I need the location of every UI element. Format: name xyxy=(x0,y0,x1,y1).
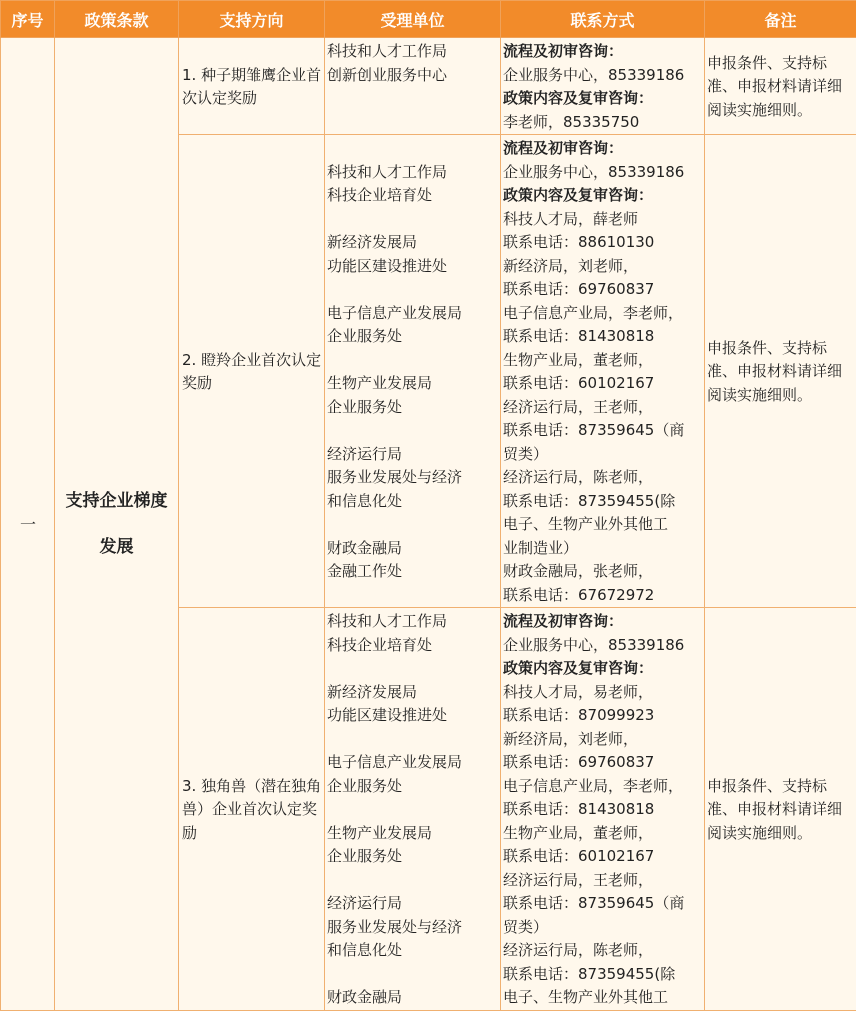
unit-line: 服务业发展处与经济 xyxy=(327,466,499,490)
unit-line xyxy=(327,513,499,537)
contact-line: 经济运行局，王老师， xyxy=(503,869,703,893)
unit-line: 电子信息产业发展局 xyxy=(327,302,499,326)
unit-line: 新经济发展局 xyxy=(327,681,499,705)
direction-cell: 1. 种子期雏鹰企业首次认定奖励 xyxy=(179,38,325,135)
unit-line: 科技和人才工作局 xyxy=(327,610,499,634)
unit-line: 科技和人才工作局 xyxy=(327,40,499,64)
contact-line: 电子、生物产业外其他工 xyxy=(503,986,703,1010)
unit-line xyxy=(327,349,499,373)
contact-heading: 流程及初审咨询： xyxy=(503,40,703,64)
unit-cell xyxy=(325,38,501,135)
contact-line: 电子信息产业局，李老师， xyxy=(503,302,703,326)
unit-line: 财政金融局 xyxy=(327,537,499,561)
contact-line: 财政金融局，张老师， xyxy=(503,560,703,584)
contact-line: 科技人才局，易老师， xyxy=(503,681,703,705)
unit-cell xyxy=(325,608,501,1011)
contact-line: 联系电话：81430818 xyxy=(503,798,703,822)
contact-line: 企业服务中心，85339186 xyxy=(503,161,703,185)
contact-line: 经济运行局，陈老师， xyxy=(503,466,703,490)
unit-line: 经济运行局 xyxy=(327,892,499,916)
contact-line: 电子信息产业局，李老师， xyxy=(503,775,703,799)
unit-line xyxy=(327,278,499,302)
header-unit: 受理单位 xyxy=(325,1,501,38)
unit-line xyxy=(327,208,499,232)
unit-line: 企业服务处 xyxy=(327,396,499,420)
unit-line: 和信息化处 xyxy=(327,490,499,514)
unit-cell xyxy=(325,135,501,608)
contact-line: 联系电话：88610130 xyxy=(503,231,703,255)
direction-cell: 3. 独角兽（潜在独角兽）企业首次认定奖励 xyxy=(179,608,325,1011)
unit-line: 财政金融局 xyxy=(327,986,499,1010)
header-contact: 联系方式 xyxy=(501,1,705,38)
contact-line: 科技人才局，薛老师 xyxy=(503,208,703,232)
seq-cell: 一 xyxy=(1,38,55,1011)
contact-line: 联系电话：69760837 xyxy=(503,751,703,775)
unit-line: 创新创业服务中心 xyxy=(327,64,499,88)
note-cell: 申报条件、支持标准、申报材料请详细阅读实施细则。 xyxy=(705,608,856,1011)
unit-line: 金融工作处 xyxy=(327,560,499,584)
note-cell: 申报条件、支持标准、申报材料请详细阅读实施细则。 xyxy=(705,38,856,135)
unit-line xyxy=(327,728,499,752)
contact-line: 联系电话：69760837 xyxy=(503,278,703,302)
contact-line: 新经济局，刘老师， xyxy=(503,255,703,279)
header-policy: 政策条款 xyxy=(55,1,179,38)
contact-heading: 政策内容及复审咨询： xyxy=(503,657,703,681)
contact-line: 新经济局，刘老师， xyxy=(503,728,703,752)
unit-line: 功能区建设推进处 xyxy=(327,255,499,279)
header-row xyxy=(1,1,856,38)
contact-line: 经济运行局，王老师， xyxy=(503,396,703,420)
unit-line: 服务业发展处与经济 xyxy=(327,916,499,940)
contact-line: 生物产业局，董老师， xyxy=(503,822,703,846)
unit-line: 电子信息产业发展局 xyxy=(327,751,499,775)
header-note: 备注 xyxy=(705,1,856,38)
unit-line: 生物产业发展局 xyxy=(327,822,499,846)
unit-line xyxy=(327,419,499,443)
contact-cell xyxy=(501,38,705,135)
contact-line: 贸类） xyxy=(503,916,703,940)
unit-line: 和信息化处 xyxy=(327,939,499,963)
contact-line: 联系电话：60102167 xyxy=(503,372,703,396)
contact-line: 企业服务中心，85339186 xyxy=(503,634,703,658)
contact-heading: 流程及初审咨询： xyxy=(503,610,703,634)
unit-line: 科技企业培育处 xyxy=(327,184,499,208)
unit-line: 科技和人才工作局 xyxy=(327,161,499,185)
contact-line: 经济运行局，陈老师， xyxy=(503,939,703,963)
unit-line: 企业服务处 xyxy=(327,775,499,799)
contact-heading: 政策内容及复审咨询： xyxy=(503,184,703,208)
header-seq: 序号 xyxy=(1,1,55,38)
contact-cell xyxy=(501,135,705,608)
contact-line: 联系电话：81430818 xyxy=(503,325,703,349)
contact-line: 联系电话：87099923 xyxy=(503,704,703,728)
contact-line: 联系电话：87359645（商 xyxy=(503,419,703,443)
header-direction: 支持方向 xyxy=(179,1,325,38)
contact-line: 李老师，85335750 xyxy=(503,111,703,135)
contact-line: 业制造业） xyxy=(503,537,703,561)
unit-line: 功能区建设推进处 xyxy=(327,704,499,728)
unit-line: 新经济发展局 xyxy=(327,231,499,255)
unit-line: 企业服务处 xyxy=(327,325,499,349)
unit-line: 经济运行局 xyxy=(327,443,499,467)
unit-line xyxy=(327,798,499,822)
contact-heading: 流程及初审咨询： xyxy=(503,137,703,161)
contact-line: 贸类） xyxy=(503,443,703,467)
contact-line: 联系电话：67672972 xyxy=(503,584,703,608)
contact-heading: 政策内容及复审咨询： xyxy=(503,87,703,111)
contact-line: 联系电话：87359645（商 xyxy=(503,892,703,916)
contact-line: 电子、生物产业外其他工 xyxy=(503,513,703,537)
unit-line: 科技企业培育处 xyxy=(327,634,499,658)
unit-line xyxy=(327,963,499,987)
contact-cell xyxy=(501,608,705,1011)
note-cell: 申报条件、支持标准、申报材料请详细阅读实施细则。 xyxy=(705,135,856,608)
unit-line: 生物产业发展局 xyxy=(327,372,499,396)
direction-cell: 2. 瞪羚企业首次认定奖励 xyxy=(179,135,325,608)
unit-line xyxy=(327,657,499,681)
unit-line xyxy=(327,869,499,893)
policy-cell: 支持企业梯度发展 xyxy=(55,38,179,1011)
unit-line xyxy=(327,137,499,161)
contact-line: 联系电话：60102167 xyxy=(503,845,703,869)
contact-line: 生物产业局，董老师， xyxy=(503,349,703,373)
table-row xyxy=(1,38,856,135)
contact-line: 企业服务中心，85339186 xyxy=(503,64,703,88)
contact-line: 联系电话：87359455(除 xyxy=(503,490,703,514)
contact-line: 联系电话：87359455(除 xyxy=(503,963,703,987)
unit-line: 企业服务处 xyxy=(327,845,499,869)
